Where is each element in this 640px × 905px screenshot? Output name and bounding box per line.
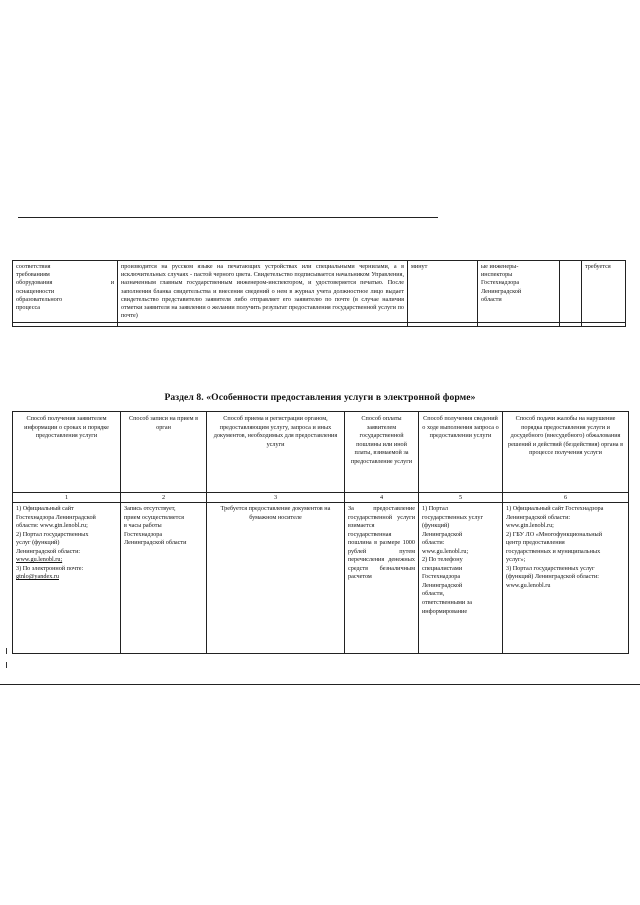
column-number: 2 [121,493,207,503]
upper-col5-cell [560,261,582,323]
table-row [13,323,626,327]
column-number: 6 [503,493,629,503]
column-number: 1 [13,493,121,503]
upper-col4-cell: ые инженеры- инспекторы Гостехнадзора Ленинградской области [478,261,560,323]
top-divider-line [18,217,438,218]
table-row [13,261,626,323]
bottom-divider-line [0,684,640,685]
payment-method-cell: За предоставление государственной услуги взимается государственная пошлина в размере 1000 рублей путем перечисления денежных средств безналичным расчетом [345,503,419,654]
appointment-cell: Запись отсутствует, прием осуществляется в часы работы Гостехнадзора Ленинградской области [121,503,207,654]
header-cell: Способ получения сведений о ходе выполнения запроса о предоставлении услуги [419,412,503,493]
table-row [13,503,629,654]
header-cell: Способ приема и регистрации органом, предоставляющим услугу, запроса и иных документов, необходимых для предоставления услуги [207,412,345,493]
header-cell: Способ получения заявителем информации о сроках и порядке предоставления услуги [13,412,121,493]
column-number: 5 [419,493,503,503]
info-methods-cell: 1) Официальный сайт Гостехнадзора Ленинградской области: www.gtn.lenobl.ru; 2) Портал государственных услуг (функций) Ленинградской области: www.gu.lenobl.ru; 3) По электронной почте: gtnlo@yandex.ru [13,503,121,654]
header-cell: Способ оплаты заявителем государственной пошлины или иной платы, взимаемой за предоставление услуги [345,412,419,493]
column-number-row [13,493,629,503]
portal-link[interactable]: www.gu.lenobl.ru; [16,556,63,564]
electronic-services-table [12,411,629,654]
scan-mark [6,662,7,668]
column-number: 4 [345,493,419,503]
email-link[interactable]: gtnlo@yandex.ru [16,573,59,581]
upper-col6-cell: требуется [582,261,626,323]
header-cell: Способ подачи жалобы на нарушение порядка предоставления услуги и досудебного (внесудебного) обжалования решений и действий (бездействия) органа в процессе получения услуги [503,412,629,493]
upper-col1-cell: соответствия требованиям оборудования и оснащенности образовательного процесса [13,261,118,323]
upper-col3-cell: минут [408,261,478,323]
section-title: Раздел 8. «Особенности предоставления услуги в электронной форме» [164,392,476,403]
document-reception-cell: Требуется предоставление документов на бумажном носителе [207,503,345,654]
complaint-methods-cell: 1) Официальный сайт Гостехнадзора Ленинградской области: www.gtn.lenobl.ru; 2) ГБУ ЛО «Многофункциональный центр предоставления государственных и муниципальных услуг»; 3) Портал государственных услуг (функций) Ленинградской области: www.gu.lenobl.ru [503,503,629,654]
column-number: 3 [207,493,345,503]
status-info-cell: 1) Портал государственных услуг (функций) Ленинградской области: www.gu.lenobl.ru; 2) По телефону специалистами Гостехнадзора Ленинградской области, ответственными за информирование [419,503,503,654]
table-header-row [13,412,629,493]
scan-mark [6,648,7,654]
upper-col2-cell: производится на русском языке на печатающих устройствах или специальными чернилами, а в исключительных случаях - пастой черного цвета. Свидетельство подписывается начальником Управления, назначенным главным государственным инженером-инспектором, и удостоверяется печатью. После заполнения бланка свидетельства и внесения сведений о нем в журнал учета должностное лицо выдает свидетельство представителю заявителя либо отправляет его заявителю по почте (в случае наличия отметки заявителя на заявлении о желании получить результат предоставления государственной услуги по почте) [118,261,408,323]
header-cell: Способ записи на прием в орган [121,412,207,493]
continuation-table [12,260,626,327]
